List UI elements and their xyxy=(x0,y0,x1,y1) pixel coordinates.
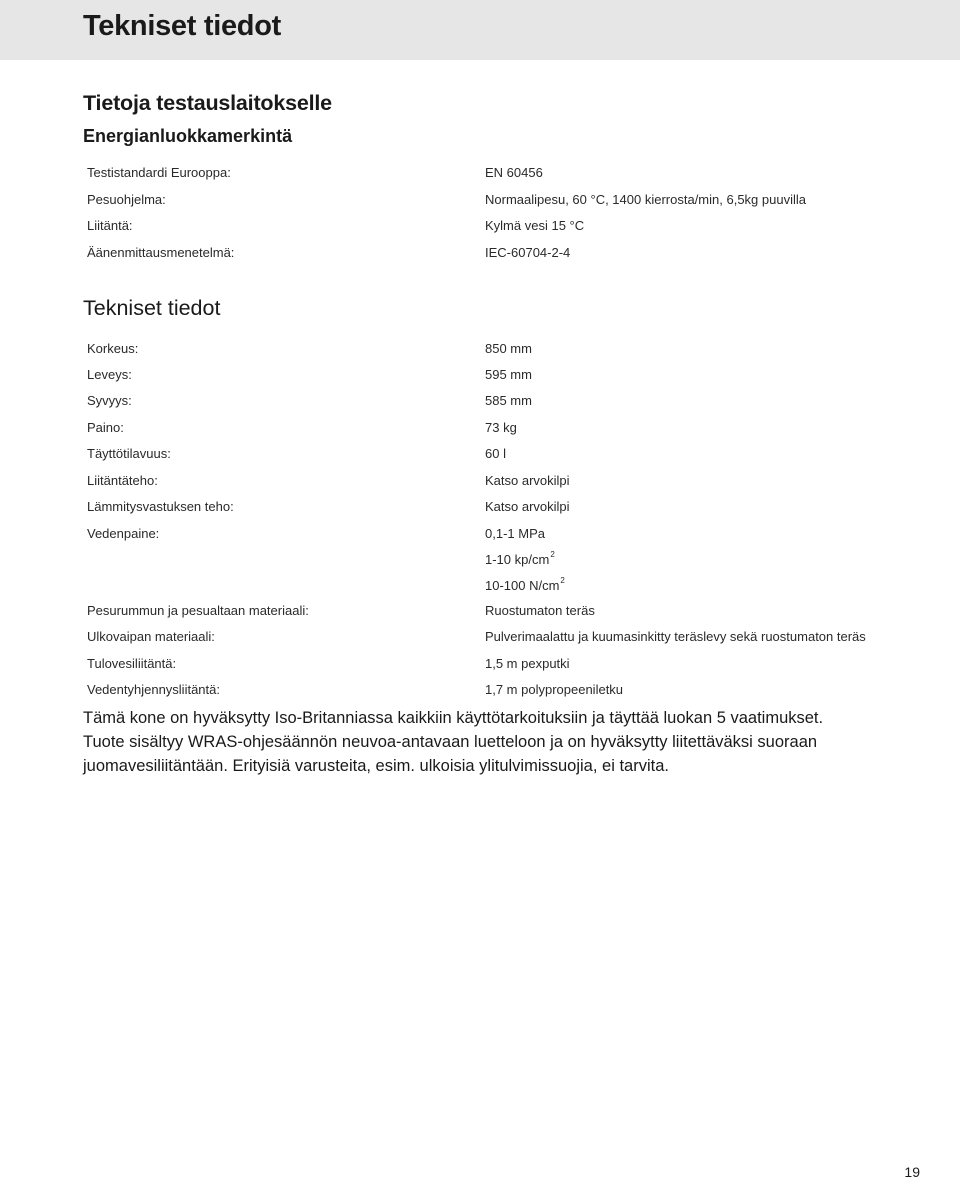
spec-value: 73 kg xyxy=(485,420,517,435)
spec-label: Liitäntäteho: xyxy=(87,473,158,488)
spec-value: Kylmä vesi 15 °C xyxy=(485,218,585,233)
spec-row xyxy=(0,603,960,623)
spec-value: 1,5 m pexputki xyxy=(485,656,570,671)
notes xyxy=(83,706,883,778)
spec-value: Katso arvokilpi xyxy=(485,473,570,488)
spec-value: 60 l xyxy=(485,446,506,461)
spec-row xyxy=(0,192,960,212)
spec-row xyxy=(0,446,960,466)
spec-row xyxy=(0,218,960,238)
spec-label: Tulovesiliitäntä: xyxy=(87,656,177,671)
spec-row xyxy=(0,682,960,702)
spec-value: Ruostumaton teräs xyxy=(485,603,595,618)
spec-value-text: 10-100 N/cm xyxy=(485,578,560,593)
spec-value: EN 60456 xyxy=(485,165,543,180)
spec-label: Lämmitysvastuksen teho: xyxy=(87,499,234,514)
spec-label: Syvyys: xyxy=(87,393,132,408)
spec-label: Paino: xyxy=(87,420,124,435)
spec-row xyxy=(0,341,960,361)
spec-label: Täyttötilavuus: xyxy=(87,446,171,461)
spec-value: 1,7 m polypropeeniletku xyxy=(485,682,624,697)
tech-section-title: Tekniset tiedot xyxy=(83,296,221,320)
spec-label: Äänenmittausmenetelmä: xyxy=(87,245,235,260)
spec-value xyxy=(485,576,565,593)
note-uk-approval: Tämä kone on hyväksytty Iso-Britanniassa kaikkiin käyttötarkoituksiin ja täyttää luokan 5 vaatimukset. xyxy=(83,709,824,727)
spec-row xyxy=(0,629,960,649)
spec-row xyxy=(0,656,960,676)
spec-row xyxy=(0,576,960,596)
spec-value: 850 mm xyxy=(485,341,532,356)
page-title: Tekniset tiedot xyxy=(83,10,281,42)
spec-value: 595 mm xyxy=(485,367,532,382)
spec-label: Vedentyhjennysliitäntä: xyxy=(87,682,220,697)
spec-value: Katso arvokilpi xyxy=(485,499,570,514)
spec-row xyxy=(0,393,960,413)
spec-label: Testistandardi Eurooppa: xyxy=(87,165,231,180)
spec-row xyxy=(0,245,960,265)
lab-section-title: Tietoja testauslaitokselle xyxy=(83,91,332,115)
note-wras: Tuote sisältyy WRAS-ohjesäännön neuvoa-antavaan luetteloon ja on hyväksytty liitettäväksi suoraan juomavesiliitäntään. Erityisiä varusteita, esim. ulkoisia ylitulvimissuojia, ei tarvita. xyxy=(83,733,818,775)
spec-row xyxy=(0,526,960,546)
spec-label: Leveys: xyxy=(87,367,132,382)
spec-value: IEC-60704-2-4 xyxy=(485,245,571,260)
spec-row xyxy=(0,165,960,185)
page-number: 19 xyxy=(904,1164,920,1180)
spec-label: Pesuohjelma: xyxy=(87,192,166,207)
spec-label: Ulkovaipan materiaali: xyxy=(87,629,215,644)
spec-value: 0,1-1 MPa xyxy=(485,526,545,541)
spec-row xyxy=(0,367,960,387)
superscript: 2 xyxy=(550,550,555,559)
spec-row xyxy=(0,499,960,519)
spec-value xyxy=(485,550,555,567)
spec-value: 585 mm xyxy=(485,393,532,408)
spec-value: Normaalipesu, 60 °C, 1400 kierrosta/min, 6,5kg puuvilla xyxy=(485,192,806,207)
superscript: 2 xyxy=(560,576,565,585)
spec-value-text: 1-10 kp/cm xyxy=(485,552,550,567)
spec-row xyxy=(0,473,960,493)
spec-row xyxy=(0,550,960,570)
lab-section-subtitle: Energianluokkamerkintä xyxy=(83,126,293,146)
spec-label: Pesurummun ja pesualtaan materiaali: xyxy=(87,603,309,618)
spec-value: Pulverimaalattu ja kuumasinkitty teräslevy sekä ruostumaton teräs xyxy=(485,629,866,644)
spec-label: Vedenpaine: xyxy=(87,526,160,541)
spec-label: Liitäntä: xyxy=(87,218,133,233)
spec-row xyxy=(0,420,960,440)
spec-label: Korkeus: xyxy=(87,341,139,356)
